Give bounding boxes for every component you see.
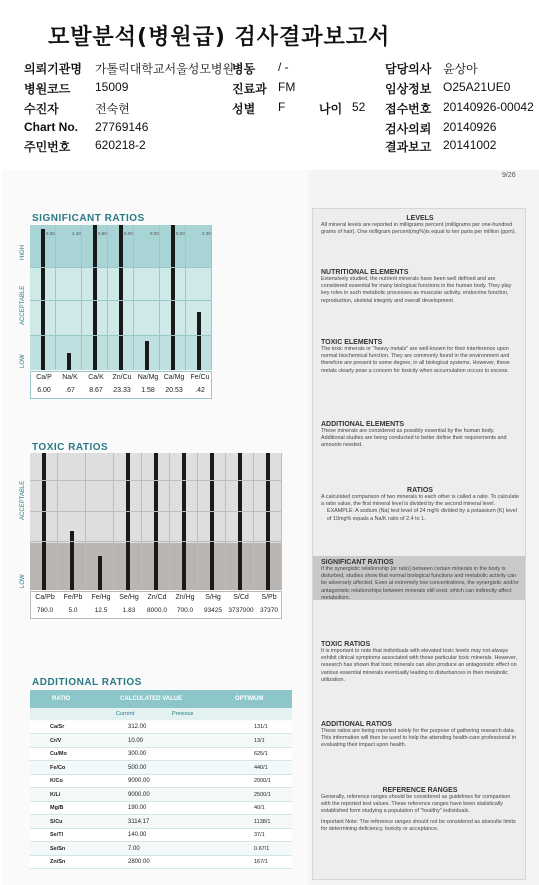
significant-tick: 6.00 xyxy=(46,231,55,236)
ratio-name: Ca/Sr xyxy=(50,724,65,730)
ratio-optimum: 2000/1 xyxy=(254,778,271,784)
ratio-name: K/Co xyxy=(50,778,63,784)
ratio-optimum: 167/1 xyxy=(254,859,268,865)
additional-table-body xyxy=(30,721,292,881)
field-value-department: FM xyxy=(278,80,296,94)
significant-ratios-text: If the synergistic relationship (or ratio) between certain minerals in the body is disturbed, studies show that normal biological functions and metabolic activity can be adversely affected. Even at extremely low concentrations, the synergistic and/or antagonistic relationships between minerals still exist, which can indirectly affect metabolism. xyxy=(321,566,519,601)
toxic-ratio-label: Ca/Pb xyxy=(35,594,55,601)
ratio-name: Fe/Co xyxy=(50,764,66,771)
col-ratio: RATIO xyxy=(52,696,71,702)
ratio-current: 7.00 xyxy=(128,845,140,852)
ratios-example: EXAMPLE: A sodium (Na) test level of 24 mg% divided by a potassium (K) level of 10mg% equals a Na/K ratio of 2.4 to 1. xyxy=(327,508,517,522)
toxic-divider xyxy=(281,453,282,590)
table-row xyxy=(30,829,292,842)
toxic-heading: TOXIC RATIOS xyxy=(32,442,109,453)
significant-bar xyxy=(171,225,175,370)
ratio-name: Cr/V xyxy=(50,737,62,744)
toxic-divider xyxy=(113,453,114,590)
toxic-ratio-label: Fe/Pb xyxy=(63,594,83,601)
toxic-bar xyxy=(70,531,74,590)
ratio-optimum: 440/1 xyxy=(254,764,268,771)
toxic-ratio-value: 3737000 xyxy=(228,607,254,614)
toxic-ratio-label: Se/Hg xyxy=(119,594,139,601)
col-calculated: CALCULATED VALUE xyxy=(120,696,183,702)
field-label-resident-no: 주민번호 xyxy=(24,140,71,154)
additional-heading: ADDITIONAL RATIOS xyxy=(32,677,142,688)
field-label-doctor: 담당의사 xyxy=(385,62,432,76)
ratio-name: Zn/Sn xyxy=(50,859,66,865)
reference-ranges-note: Important Note: The reference ranges should not be considered as absoulte limits for determining deficiency, toxicity or acceptance. xyxy=(321,818,516,832)
significant-ratio-value: 8.67 xyxy=(89,387,103,394)
toxic-ratio-label: Zn/Cd xyxy=(147,594,167,601)
ratio-optimum: 1138/1 xyxy=(254,818,271,825)
significant-ratio-label: Fe/Cu xyxy=(190,374,210,381)
significant-gridline xyxy=(30,267,212,268)
ratio-name: Se/Sn xyxy=(50,845,66,852)
ratio-optimum: 13/1 xyxy=(254,737,265,744)
toxic-gridline xyxy=(30,541,282,542)
ratio-current: 300.00 xyxy=(128,751,147,757)
toxic-elements-title: TOXIC ELEMENTS xyxy=(321,339,383,346)
toxic-ratio-value: 8000.0 xyxy=(147,607,167,614)
ratio-current: 312.00 xyxy=(128,724,147,730)
significant-tick: 8.00 xyxy=(150,231,159,236)
toxic-divider xyxy=(253,453,254,590)
ratio-current: 500.00 xyxy=(128,764,147,771)
field-value-requested: 20140926 xyxy=(443,120,497,134)
toxic-elements-text: The toxic minerals or "heavy metals" are well-known for their interference upon normal biochemical function. They are commonly found in the environment and therefore are present to some degree, in all biological systems. However, these metals clearly pose a concern for toxicity when accumulation occurs to excess. xyxy=(321,346,510,374)
additional-table-header xyxy=(30,690,292,708)
table-row xyxy=(30,843,292,856)
toxic-ratio-label: Fe/Hg xyxy=(91,594,111,601)
toxic-ratio-value: 5.0 xyxy=(68,607,78,614)
ratio-current: 2800.00 xyxy=(128,859,150,865)
additional-elements-text: These minerals are considered as possibly essential by the human body. Additional studies are being conducted to better define their requirements and amounts needed. xyxy=(321,428,507,449)
field-label-clinical-info: 임상정보 xyxy=(385,82,432,96)
field-value-resident-no: 620218-2 xyxy=(95,138,146,152)
ratio-optimum: 131/1 xyxy=(254,724,268,730)
table-row xyxy=(30,735,292,748)
toxic-ratios-text: It is important to note that individuals with elevated toxic levels may not always exhibit clinical symptoms associated with those particular toxic minerals. However, research has shown that toxic minerals can also produce an antagonistic effect on various essential minerals eventually leading to disturbances in their metabolic utilization. xyxy=(321,648,517,683)
significant-tick: 5.80 xyxy=(98,231,107,236)
significant-bar xyxy=(145,341,149,370)
toxic-elements-block xyxy=(321,339,519,375)
significant-divider xyxy=(107,225,108,370)
significant-ratio-value: .67 xyxy=(65,387,75,394)
field-value-patient: 전숙현 xyxy=(95,102,130,116)
additional-subheader xyxy=(30,708,292,720)
ratio-charts-panel xyxy=(2,170,308,885)
col-optimum: OPTIMUM xyxy=(235,696,264,702)
toxic-bar xyxy=(42,453,46,590)
field-label-sex: 성별 xyxy=(232,102,256,116)
toxic-ratio-value: 700.0 xyxy=(176,607,194,614)
toxic-ratio-value: 12.5 xyxy=(94,607,108,614)
significant-tick: 4.40 xyxy=(72,231,81,236)
toxic-ratio-value: 93425 xyxy=(203,607,223,614)
field-value-clinical-info: O25A21UE0 xyxy=(443,80,511,94)
significant-tick: 8.00 xyxy=(176,231,185,236)
toxic-gridline xyxy=(30,480,282,481)
ratio-current: 9000.00 xyxy=(128,791,150,798)
toxic-bar xyxy=(154,453,158,590)
significant-ratios-block xyxy=(321,559,519,602)
ratio-optimum: 37/1 xyxy=(254,832,265,838)
ratio-optimum: 0.67/1 xyxy=(254,845,270,852)
significant-bar xyxy=(119,225,123,370)
toxic-ratio-value: 780.0 xyxy=(36,607,54,614)
toxic-ratio-label: S/Hg xyxy=(205,594,221,601)
significant-ratio-value: 23.33 xyxy=(113,387,131,394)
ratio-current: 140.00 xyxy=(128,832,147,838)
levels-text: All mineral levels are reported in milligrams percent (milligrams per one-hundred grams of hair). One milligram percent(mg%)is equal to ten parts per million (ppm). xyxy=(321,222,517,236)
field-label-requested: 검사의뢰 xyxy=(385,122,432,136)
col-previous: Previous xyxy=(172,711,194,717)
table-row xyxy=(30,721,292,734)
toxic-zone-low: LOW xyxy=(20,574,26,588)
toxic-divider xyxy=(169,453,170,590)
significant-ratio-value: 6.00 xyxy=(37,387,51,394)
field-label-chart-no: Chart No. xyxy=(24,120,78,134)
reference-ranges-title: REFERENCE RANGES xyxy=(382,787,458,794)
report-title: 모발분석(병원급) 검사결과보고서 xyxy=(48,25,391,50)
table-row xyxy=(30,802,292,815)
toxic-table xyxy=(30,591,282,619)
field-label-reported: 결과보고 xyxy=(385,140,432,154)
significant-tick: 8.00 xyxy=(124,231,133,236)
significant-ratio-label: Ca/P xyxy=(36,374,52,381)
field-value-doctor: 윤상아 xyxy=(443,62,478,76)
ratio-name: Cu/Mo xyxy=(50,751,67,757)
additional-elements-block xyxy=(321,421,519,450)
additional-elements-title: ADDITIONAL ELEMENTS xyxy=(321,421,405,428)
field-label-patient: 수진자 xyxy=(24,102,59,116)
significant-divider xyxy=(81,225,82,370)
significant-heading: SIGNIFICANT RATIOS xyxy=(32,213,145,224)
significant-ratio-label: Ca/K xyxy=(88,374,104,381)
ratio-optimum: 625/1 xyxy=(254,751,268,757)
ratios-text: A calculated comparison of two minerals to each other is called a ratio. To calculate a ratio value, the first mineral level is divided by the second mineral level. xyxy=(321,494,519,508)
significant-chart xyxy=(30,225,212,370)
significant-table xyxy=(30,371,212,399)
ratio-current: 190.00 xyxy=(128,805,147,811)
significant-zone-low: LOW xyxy=(20,354,26,368)
toxic-divider xyxy=(141,453,142,590)
toxic-ratio-value: 1.83 xyxy=(122,607,136,614)
significant-ratio-label: Na/K xyxy=(62,374,78,381)
significant-zone-acceptable: ACCEPTABLE xyxy=(20,285,26,325)
significant-divider xyxy=(185,225,186,370)
toxic-bar xyxy=(238,453,242,590)
significant-bar xyxy=(93,225,97,370)
significant-gridline xyxy=(30,335,212,336)
field-value-institution: 가톨릭대학교서울성모병원 xyxy=(95,62,235,76)
toxic-bar xyxy=(210,453,214,590)
nutritional-text: Extensively studied, the nutrient minerals have been well defined and are considered essential for many biological functions in the human body. They play key roles in such metabolic processes as muscular activity, endocrine function, reproduction, skeletal integrity and overall development. xyxy=(321,276,512,304)
significant-ratio-label: Ca/Mg xyxy=(163,374,185,381)
field-label-age: 나이 xyxy=(319,102,343,116)
significant-bar xyxy=(67,353,71,370)
toxic-ratios-title: TOXIC RATIOS xyxy=(321,641,371,648)
additional-ratios-block xyxy=(321,721,519,750)
toxic-chart xyxy=(30,453,282,590)
toxic-divider xyxy=(197,453,198,590)
significant-ratios-title: SIGNIFICANT RATIOS xyxy=(321,559,394,566)
toxic-ratio-label: S/Pb xyxy=(261,594,277,601)
ratio-name: K/Li xyxy=(50,791,61,798)
field-value-ward: / - xyxy=(278,60,289,74)
field-label-ward: 병동 xyxy=(232,62,256,76)
toxic-bar xyxy=(98,556,102,590)
reference-ranges-block xyxy=(321,787,519,833)
table-row xyxy=(30,816,292,829)
toxic-bar xyxy=(126,453,130,590)
toxic-ratio-label: Zn/Hg xyxy=(175,594,195,601)
field-value-reported: 20141002 xyxy=(443,138,497,152)
scanned-report-page xyxy=(2,170,539,885)
ratio-current: 10.00 xyxy=(128,737,144,744)
toxic-divider xyxy=(225,453,226,590)
field-label-department: 진료과 xyxy=(232,82,267,96)
toxic-divider xyxy=(85,453,86,590)
significant-bar xyxy=(197,312,201,370)
field-label-hospital-code: 병원코드 xyxy=(24,82,71,96)
report-header xyxy=(0,0,539,165)
toxic-ratio-label: S/Cd xyxy=(233,594,249,601)
toxic-ratios-block xyxy=(321,641,519,684)
table-row xyxy=(30,856,292,869)
levels-block xyxy=(321,215,519,236)
table-row xyxy=(30,789,292,802)
ratio-name: S/Cu xyxy=(50,818,63,825)
field-label-institution: 의뢰기관명 xyxy=(24,62,82,76)
additional-ratios-text: These ratios are being reported solely for the purpose of gathering research data. This information will then be used to help the attending health-care professional in evaluating their impact upon health. xyxy=(321,728,517,749)
toxic-gridline xyxy=(30,511,282,512)
significant-zone-high: HIGH xyxy=(20,245,26,260)
explanation-panel xyxy=(312,208,526,880)
ratio-current: 3114.17 xyxy=(128,818,150,825)
field-label-receipt-no: 접수번호 xyxy=(385,102,432,116)
significant-ratio-value: 20.53 xyxy=(165,387,183,394)
significant-divider xyxy=(211,225,212,370)
table-row xyxy=(30,775,292,788)
reference-ranges-text: Generally, reference ranges should be considered as guidelines for comparison with the reported test values. These reference ranges have been statistically established form studying a population of "healthy" individuals. xyxy=(321,794,511,815)
ratios-block xyxy=(321,487,519,523)
significant-ratio-value: 1.58 xyxy=(141,387,155,394)
significant-ratio-label: Na/Mg xyxy=(137,374,159,381)
ratio-name: Se/Tl xyxy=(50,832,64,838)
table-row xyxy=(30,748,292,761)
significant-ratio-label: Zn/Cu xyxy=(112,374,132,381)
significant-ratio-value: .42 xyxy=(195,387,205,394)
significant-gridline xyxy=(30,300,212,301)
toxic-divider xyxy=(57,453,58,590)
field-value-sex: F xyxy=(278,100,286,114)
field-value-chart-no: 27769146 xyxy=(95,120,149,134)
field-value-hospital-code: 15009 xyxy=(95,80,129,94)
toxic-ratio-value: 37370 xyxy=(259,607,279,614)
field-value-receipt-no: 20140926-00042 xyxy=(443,100,534,114)
significant-tick: 2.30 xyxy=(202,231,211,236)
page-mark: 9/26 xyxy=(502,172,516,179)
toxic-bar xyxy=(182,453,186,590)
significant-divider xyxy=(55,225,56,370)
col-current: Current xyxy=(116,711,135,717)
significant-divider xyxy=(159,225,160,370)
toxic-bar xyxy=(266,453,270,590)
ratio-name: Mg/B xyxy=(50,805,64,811)
significant-divider xyxy=(133,225,134,370)
additional-ratios-title: ADDITIONAL RATIOS xyxy=(321,721,392,728)
ratio-optimum: 40/1 xyxy=(254,805,265,811)
field-value-age: 52 xyxy=(352,100,366,114)
table-row xyxy=(30,762,292,775)
ratio-current: 9000.00 xyxy=(128,778,150,784)
toxic-zone-acceptable: ACCEPTABLE xyxy=(20,480,26,520)
levels-title: LEVELS xyxy=(406,215,434,222)
nutritional-title: NUTRITIONAL ELEMENTS xyxy=(321,269,409,276)
nutritional-block xyxy=(321,269,519,305)
ratio-optimum: 2500/1 xyxy=(254,791,271,798)
ratios-title: RATIOS xyxy=(407,487,433,494)
